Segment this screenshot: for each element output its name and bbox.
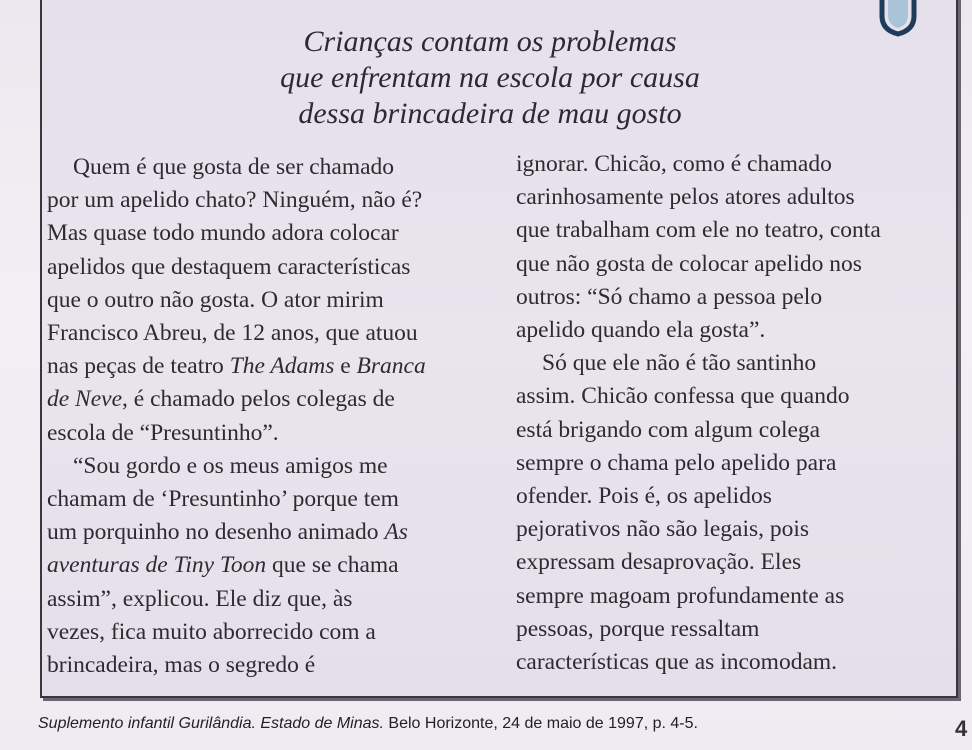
text-line: “Sou gordo e os meus amigos me	[73, 452, 388, 479]
source-details: Belo Horizonte, 24 de maio de 1997, p. 4-5.	[383, 715, 698, 732]
right-column	[516, 148, 941, 679]
text-line: assim. Chicão confessa que quando	[516, 383, 850, 410]
source-title: Suplemento infantil Gurilândia. Estado de Minas.	[38, 715, 384, 732]
play-title: de Neve	[47, 386, 123, 413]
text-line: vezes, fica muito aborrecido com a	[47, 618, 376, 645]
text-line: pessoas, porque ressaltam	[516, 615, 760, 642]
text-line: Francisco Abreu, de 12 anos, que atuou	[47, 320, 418, 347]
text-line: assim”, explicou. Ele diz que, às	[47, 585, 353, 612]
text-line: Só que ele não é tão santinho	[542, 350, 817, 377]
cartoon-title: aventuras de Tiny Toon	[47, 552, 267, 579]
text-line: expressam desaprovação. Eles	[516, 549, 802, 576]
play-title: Branca	[356, 353, 426, 380]
text-line: que não gosta de colocar apelido nos	[516, 250, 862, 277]
headline-line-1: Crianças contam os problemas	[303, 25, 677, 58]
text-line: apelido quando ela gosta”.	[516, 317, 766, 344]
text-line: brincadeira, mas o segredo é	[47, 652, 316, 679]
play-title: The Adams	[229, 353, 335, 380]
text-line: escola de “Presuntinho”.	[47, 419, 279, 446]
text-line: apelidos que destaquem características	[47, 253, 411, 280]
text-line: Mas quase todo mundo adora colocar	[47, 220, 399, 247]
text-line: sempre magoam profundamente as	[516, 582, 845, 609]
page-number: 4	[955, 716, 968, 741]
text-line: outros: “Só chamo a pessoa pelo	[516, 283, 823, 310]
text-line-mixed	[47, 549, 487, 582]
text-segment: um porquinho no desenho animado	[47, 519, 385, 546]
source-caption	[38, 715, 938, 733]
cartoon-title: As	[384, 519, 408, 546]
text-line: que trabalham com ele no teatro, conta	[516, 217, 881, 244]
text-line: ignorar. Chicão, como é chamado	[516, 151, 832, 177]
headline-line-3: dessa brincadeira de mau gosto	[298, 97, 682, 130]
headline-line-2: que enfrentam na escola por causa	[280, 61, 700, 94]
text-segment: , é chamado pelos colegas de	[122, 386, 395, 413]
text-line: que o outro não gosta. O ator mirim	[47, 286, 384, 313]
text-line: chamam de ‘Presuntinho’ porque tem	[47, 486, 399, 513]
text-segment: nas peças de teatro	[47, 353, 230, 380]
text-segment: e	[334, 353, 357, 380]
text-line: Quem é que gosta de ser chamado	[73, 154, 395, 180]
text-line: ofender. Pois é, os apelidos	[516, 483, 772, 510]
text-line-mixed	[47, 350, 487, 383]
text-line-mixed	[47, 516, 487, 549]
text-line: por um apelido chato? Ninguém, não é?	[47, 187, 423, 214]
text-line-mixed	[47, 383, 487, 416]
text-line: carinhosamente pelos atores adultos	[516, 184, 855, 211]
left-column	[47, 151, 487, 682]
article-headline	[200, 24, 780, 132]
text-segment: que se chama	[266, 552, 399, 579]
corner-shield-icon	[876, 0, 920, 38]
text-line: sempre o chama pelo apelido para	[516, 449, 837, 476]
text-line: está brigando com algum colega	[516, 416, 821, 443]
text-line: características que as incomodam.	[516, 649, 838, 676]
text-line: pejorativos não são legais, pois	[516, 516, 810, 543]
